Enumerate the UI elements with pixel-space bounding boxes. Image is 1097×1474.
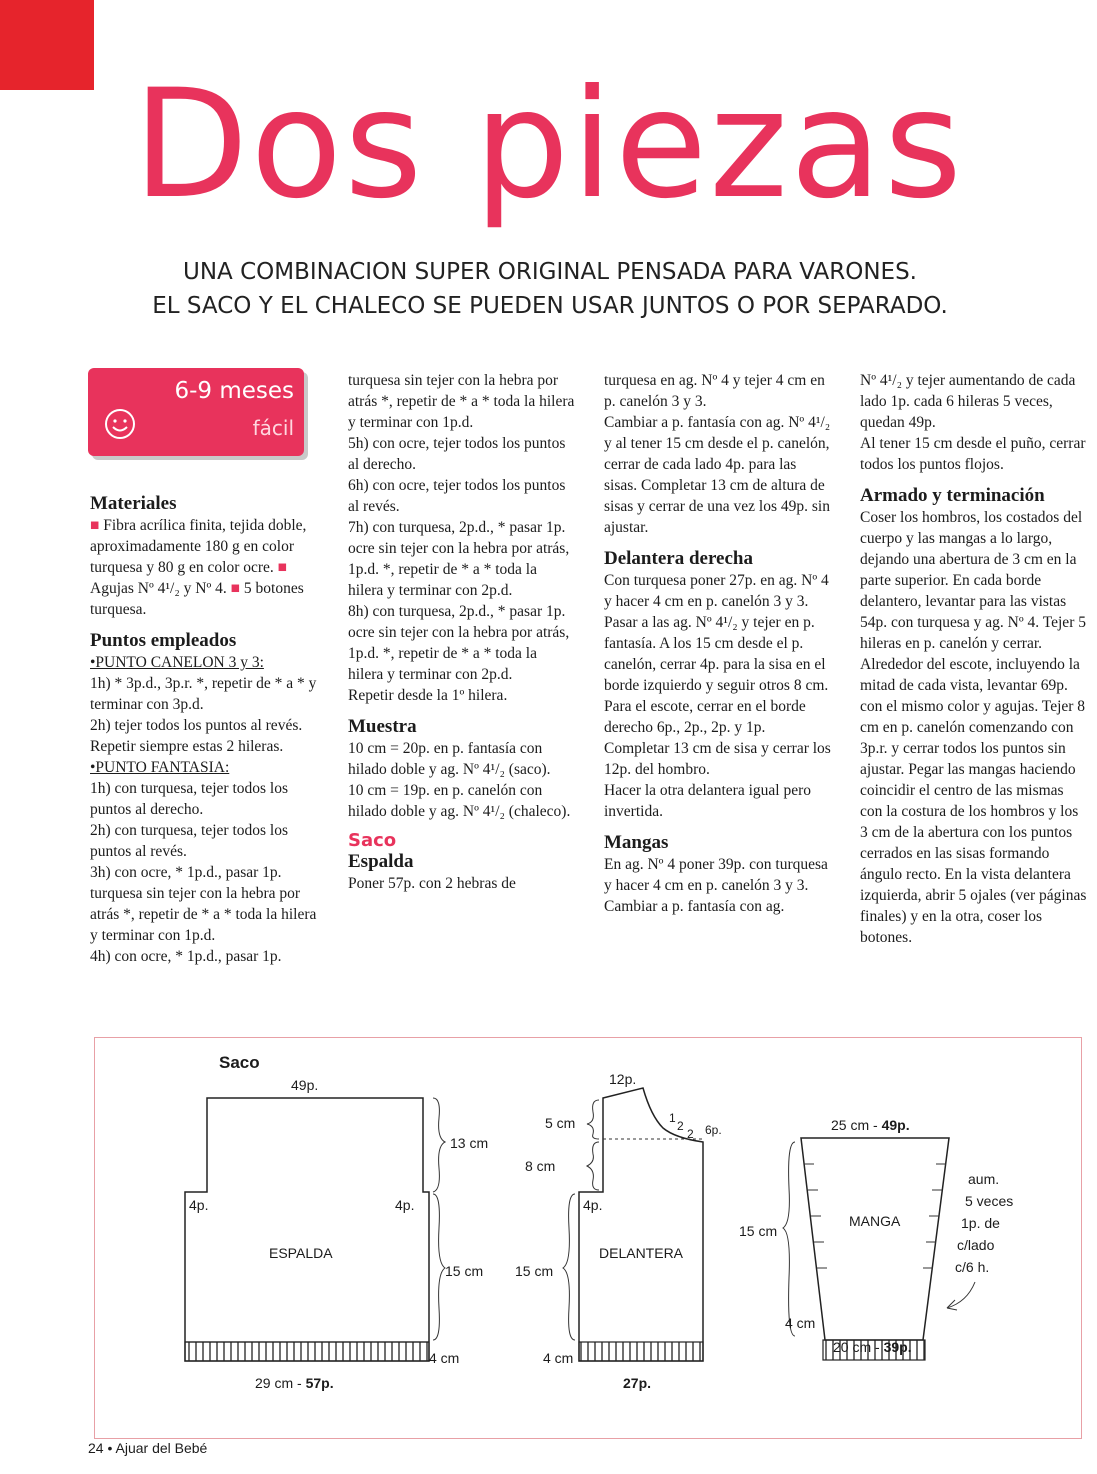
delantera-diagram: [515, 1071, 722, 1391]
subtitle-line-1: UNA COMBINACION SUPER ORIGINAL PENSADA PARA VARONES.: [183, 259, 917, 285]
pf-row-6: 6h) con ocre, tejer todos los puntos al revés.: [348, 477, 566, 515]
aum-line-1: aum.: [968, 1171, 1000, 1187]
diagram-heading: Saco: [219, 1053, 260, 1072]
col2-cont: turquesa sin tejer con la hebra por atrás *, repetir de * a * toda la hilera y terminar con 1p.d.: [348, 372, 575, 431]
armado-1: Coser los hombros, los costados del cuerpo y las mangas a lo largo, dejando una abertura de 3 cm en la parte superior. En cada borde delantero, levantar para las vistas 54p. con turquesa y ag. Nº 4. Tejer 5 hileras en p. canelón y cerrar.: [860, 509, 1086, 652]
pf-row-3: 3h) con ocre, * 1p.d., pasar 1p. turquesa sin tejer con la hebra por atrás *, repetir de * a * toda la hilera y terminar con 1p.d.: [90, 864, 317, 944]
espalda-13cm: 13 cm: [450, 1135, 489, 1151]
column-3: [604, 370, 832, 917]
pf-row-8: 8h) con turquesa, 2p.d., * pasar 1p. ocre sin tejer con la hebra por atrás, 1p.d. *, repetir de * a * toda la hilera y terminar con 2p.d.: [348, 603, 570, 683]
espalda-text: Poner 57p. con 2 hebras de: [348, 875, 516, 892]
espalda-4p-right: 4p.: [395, 1197, 415, 1213]
page-title: Dos piezas: [132, 58, 965, 232]
pc-row-1: 1h) * 3p.d., 3p.r. *, repetir de * a * y terminar con 3p.d.: [90, 675, 317, 713]
delantera-2: Pasar a las ag. Nº 4¹/₂ y tejer en p. fantasía. A los 15 cm desde el p. canelón, cerrar 4p. para la sisa en el borde izquierdo y seguir otros 8 cm. Para el escote, cerrar en el borde derecho 6p., 2p., 2p. y 1p.: [604, 614, 829, 736]
pf-row-1: 1h) con turquesa, tejer todos los puntos al derecho.: [90, 780, 289, 818]
pf-row-2: 2h) con turquesa, tejer todos los puntos al revés.: [90, 822, 289, 860]
pf-row-5: 5h) con ocre, tejer todos los puntos al derecho.: [348, 435, 566, 473]
badge-age: 6-9 meses: [174, 378, 294, 404]
delantera-3: Completar 13 cm de sisa y cerrar los 12p. del hombro.: [604, 740, 831, 778]
mangas-cont-1: Nº 4¹/₂ y tejer aumentando de cada lado 1p. cada 6 hileras 5 veces, quedan 49p.: [860, 372, 1076, 431]
badge-level: fácil: [252, 416, 294, 440]
mangas-1: En ag. Nº 4 poner 39p. con turquesa y hacer 4 cm en p. canelón 3 y 3.: [604, 856, 828, 894]
smiley-icon: [104, 408, 136, 440]
materiales-text: ■ Fibra acrílica finita, tejida doble, aproximadamente 180 g en color turquesa y 80 g en color ocre. ■ Agujas Nº 4¹/₂ y Nº 4. ■ 5 botones turquesa.: [90, 517, 307, 618]
delantera-8cm: 8 cm: [525, 1158, 556, 1174]
delantera-12p: 12p.: [609, 1071, 637, 1087]
level-badge: [88, 368, 304, 456]
delantera-heading: Delantera derecha: [604, 548, 753, 569]
delantera-4: Hacer la otra delantera igual pero invertida.: [604, 782, 811, 820]
column-1: [90, 493, 318, 967]
manga-label: MANGA: [849, 1213, 901, 1229]
espalda-4cm: 4 cm: [429, 1350, 460, 1366]
espalda-label: ESPALDA: [269, 1245, 333, 1261]
bullet-icon: •: [107, 1440, 113, 1456]
saco-label: Saco: [348, 830, 397, 851]
espalda-cont-2: Cambiar a p. fantasía con ag. Nº 4¹/₂ y al tener 15 cm desde el p. canelón, cerrar de cada lado 4p. para las sisas. Completar 13 cm de altura de sisas y cerrar de una vez los 49p. sin ajustar.: [604, 414, 831, 536]
punto-fantasia-title: •PUNTO FANTASIA:: [90, 759, 230, 776]
subtitle: [40, 255, 1060, 323]
delantera-dec-2a: 2: [677, 1119, 684, 1133]
espalda-diagram: [185, 1077, 488, 1438]
manga-4cm: 4 cm: [785, 1315, 816, 1331]
aum-line-4: c/lado: [957, 1237, 995, 1253]
puntos-heading: Puntos empleados: [90, 630, 237, 651]
manga-15cm: 15 cm: [739, 1223, 778, 1239]
pattern-diagram: [94, 1037, 1082, 1439]
delantera-15cm: 15 cm: [515, 1263, 554, 1279]
mangas-heading: Mangas: [604, 832, 669, 853]
manga-diagram: [739, 1117, 1013, 1360]
mangas-cont-2: Al tener 15 cm desde el puño, cerrar todos los puntos flojos.: [860, 435, 1086, 473]
column-2: [348, 370, 576, 894]
magazine-name: Ajuar del Bebé: [115, 1440, 208, 1456]
espalda-bottom-label: 29 cm - 57p.: [255, 1375, 334, 1391]
mangas-2: Cambiar a p. fantasía con ag.: [604, 898, 785, 915]
delantera-4p: 4p.: [583, 1197, 603, 1213]
delantera-bottom-label: 27p.: [623, 1375, 652, 1391]
pc-row-2: 2h) tejer todos los puntos al revés.: [90, 717, 303, 734]
delantera-label: DELANTERA: [599, 1245, 684, 1261]
manga-bottom-label: 20 cm - 39p.: [833, 1339, 912, 1355]
subtitle-line-2: EL SACO Y EL CHALECO SE PUEDEN USAR JUNTOS O POR SEPARADO.: [152, 293, 948, 319]
delantera-dec-1: 1: [669, 1111, 676, 1125]
armado-2: Alrededor del escote, incluyendo la mitad de cada vista, levantar 69p. con el mismo color y agujas. Tejer 8 cm en p. canelón comenzando con 3p.r. y cerrar todos los puntos sin ajustar. Pegar las mangas haciendo coincidir el centro de las mismas con la costura de los hombros y los 3 cm de la abertura con los puntos cerrados en las sisas formando ángulo recto. En la vista delantera izquierda, abrir 5 ojales (ver páginas finales) y en la otra, coser los botones.: [860, 656, 1087, 946]
pf-repeat: Repetir desde la 1º hilera.: [348, 687, 508, 704]
espalda-cont-1: turquesa en ag. Nº 4 y tejer 4 cm en p. canelón 3 y 3.: [604, 372, 825, 410]
punto-canelon-title: •PUNTO CANELON 3 y 3:: [90, 654, 264, 671]
espalda-4p-left: 4p.: [189, 1197, 209, 1213]
muestra-heading: Muestra: [348, 716, 417, 737]
espalda-15cm: 15 cm: [445, 1263, 484, 1279]
aum-line-3: 1p. de: [961, 1215, 1000, 1231]
delantera-1: Con turquesa poner 27p. en ag. Nº 4 y hacer 4 cm en p. canelón 3 y 3.: [604, 572, 829, 610]
delantera-5cm: 5 cm: [545, 1115, 576, 1131]
pc-repeat: Repetir siempre estas 2 hileras.: [90, 738, 284, 755]
espalda-heading: Espalda: [348, 851, 414, 872]
aum-line-5: c/6 h.: [955, 1259, 990, 1275]
muestra-1: 10 cm = 20p. en p. fantasía con hilado doble y ag. Nº 4¹/₂ (saco).: [348, 740, 551, 778]
delantera-6p: 6p.: [705, 1123, 722, 1137]
page-footer: [88, 1440, 207, 1456]
aum-line-2: 5 veces: [965, 1193, 1014, 1209]
pf-row-7: 7h) con turquesa, 2p.d., * pasar 1p. ocre sin tejer con la hebra por atrás, 1p.d. *, repetir de * a * toda la hilera y terminar con 2p.d.: [348, 519, 570, 599]
delantera-4cm: 4 cm: [543, 1350, 574, 1366]
pf-row-4: 4h) con ocre, * 1p.d., pasar 1p.: [90, 948, 282, 965]
armado-heading: Armado y terminación: [860, 485, 1045, 506]
materiales-heading: Materiales: [90, 493, 177, 514]
manga-top-label: 25 cm - 49p.: [831, 1117, 910, 1133]
delantera-dec-2b: 2: [687, 1127, 694, 1141]
page-number: 24: [88, 1440, 104, 1456]
muestra-2: 10 cm = 19p. en p. canelón con hilado doble y ag. Nº 4¹/₂ (chaleco).: [348, 782, 571, 820]
espalda-top-label: 49p.: [291, 1077, 319, 1093]
column-4: [860, 370, 1088, 948]
